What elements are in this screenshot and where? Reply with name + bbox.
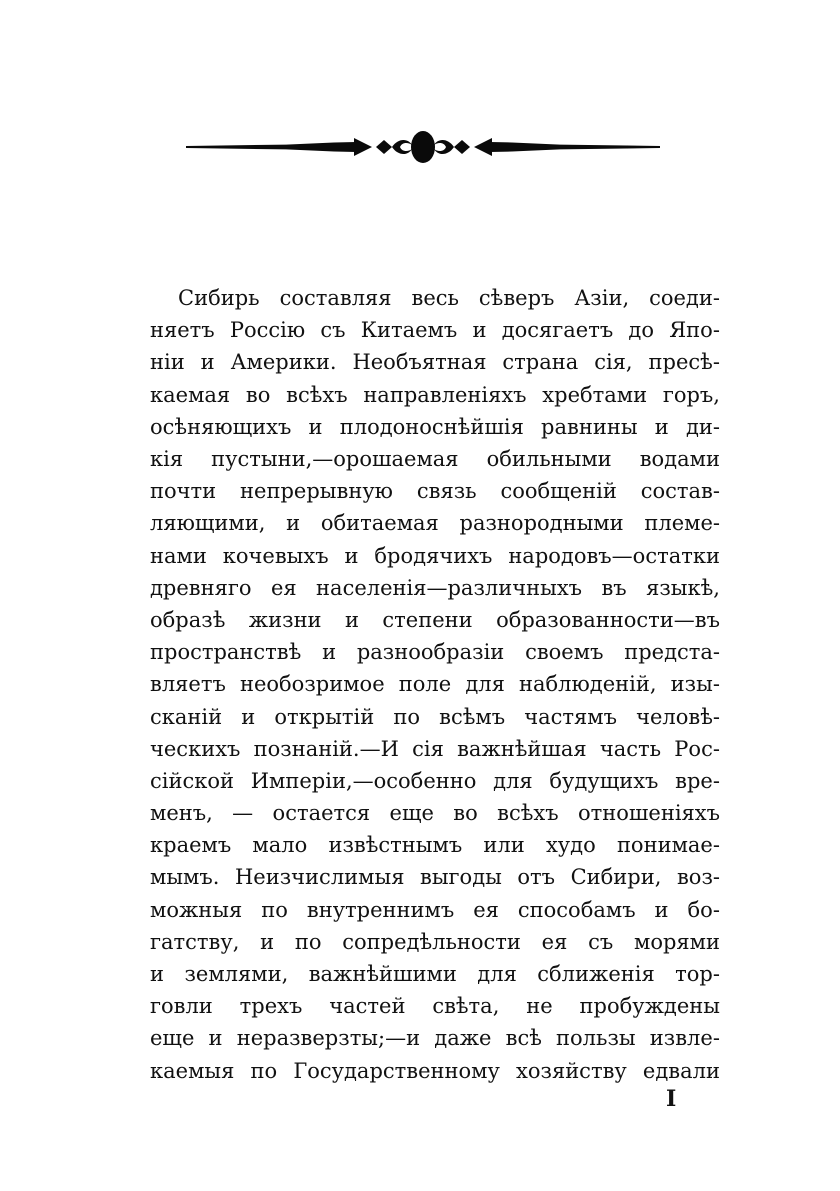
- text-line: вляетъ необозримое поле для наблюденій, изы-: [150, 672, 720, 697]
- text-line: ніи и Америки. Необъятная страна сія, пресѣ-: [150, 350, 720, 375]
- text-line: кія пустыни,—орошаемая обильными водами: [150, 447, 720, 472]
- text-line: и землями, важнѣйшими для сближенія тор-: [150, 962, 720, 987]
- text-line: краемъ мало извѣстнымъ или худо понимае-: [150, 833, 720, 858]
- text-line: образѣ жизни и степени образованности—въ: [150, 607, 720, 632]
- text-line: ляющими, и обитаемая разнородными племе-: [150, 511, 720, 536]
- text-line: можныя по внутреннимъ ея способамъ и бо-: [150, 897, 720, 922]
- text-line: сканій и открытій по всѣмъ частямъ человѣ-: [150, 704, 720, 729]
- text-line: менъ, — остается еще во всѣхъ отношеніяхъ: [150, 801, 720, 826]
- text-line: нами кочевыхъ и бродячихъ народовъ—остатки: [150, 543, 720, 568]
- text-line: гатству, и по сопредѣльности ея съ морями: [150, 929, 720, 954]
- text-line: почти непрерывную связь сообщеній состав-: [150, 479, 720, 504]
- text-line: каемыя по Государственному хозяйству едвали: [150, 1058, 720, 1083]
- page-number: I: [666, 1086, 677, 1112]
- text-line: осѣняющихъ и плодоноснѣйшія равнины и ди-: [150, 414, 720, 439]
- text-line: Сибирь составляя весь сѣверъ Азіи, соеди-: [178, 286, 720, 311]
- text-line: еще и неразверзты;—и даже всѣ пользы извле-: [150, 1026, 720, 1051]
- text-line: сійской Имперіи,—особенно для будущихъ вре-: [150, 768, 720, 793]
- text-line: мымъ. Неизчислимыя выгоды отъ Сибири, воз-: [150, 865, 720, 890]
- text-line: древняго ея населенія—различныхъ въ языкѣ,: [150, 575, 720, 600]
- text-line: каемая во всѣхъ направленіяхъ хребтами горъ,: [150, 382, 720, 407]
- text-line: няетъ Россію съ Китаемъ и досягаетъ до Япо-: [150, 318, 720, 343]
- body-text: [150, 282, 720, 1087]
- text-line: ческихъ познаній.—И сія важнѣйшая часть Рос-: [150, 736, 720, 761]
- text-line: пространствѣ и разнообразіи своемъ предста-: [150, 640, 720, 665]
- decorative-rule-ornament-icon: [186, 128, 660, 166]
- text-line: говли трехъ частей свѣта, не пробуждены: [150, 994, 720, 1019]
